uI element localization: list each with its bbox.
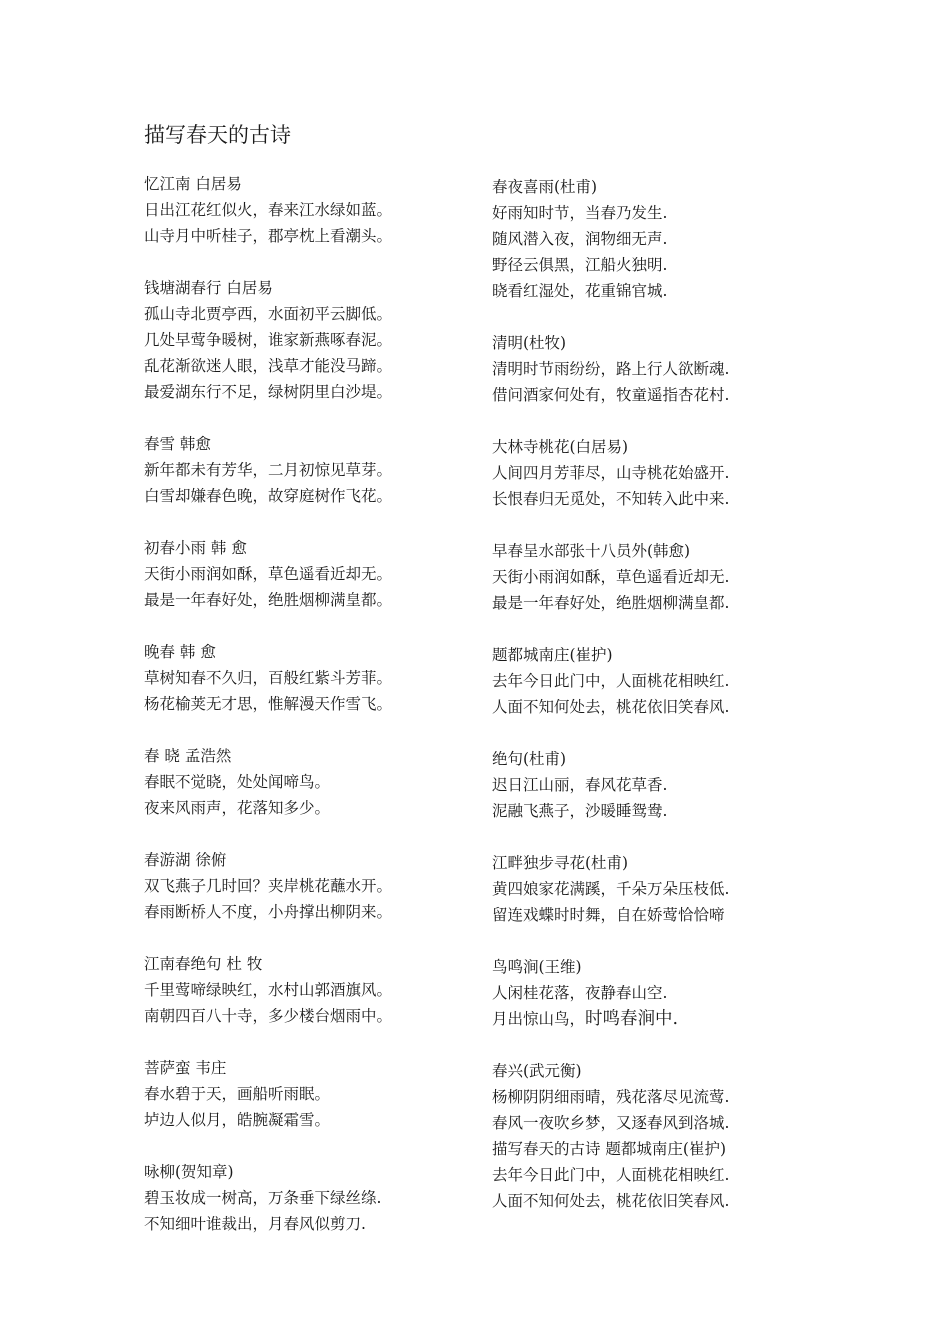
poem-line: 人面不知何处去，桃花依旧笑春风. — [492, 698, 730, 716]
poem-title: 钱塘湖春行 白居易 — [144, 279, 273, 297]
right-column — [492, 174, 822, 1240]
poem — [144, 951, 474, 1029]
poem — [492, 954, 822, 1032]
poem-line: 千里莺啼绿映红，水村山郭酒旗风。 — [144, 981, 393, 999]
poem-line: 晓看红湿处，花重锦官城. — [492, 282, 668, 300]
poem — [492, 174, 822, 304]
poem — [144, 275, 474, 405]
poem-line: 借问酒家何处有，牧童遥指杏花村. — [492, 386, 730, 404]
poem-title: 初春小雨 韩 愈 — [144, 539, 247, 557]
poem-line: 春风一夜吹乡梦，又逐春风到洛城. — [492, 1114, 730, 1132]
poem-line: 清明时节雨纷纷，路上行人欲断魂. — [492, 360, 730, 378]
poem-line: 野径云俱黑，江船火独明. — [492, 256, 668, 274]
poem — [144, 743, 474, 821]
poem — [492, 642, 822, 720]
poem-title: 春兴(武元衡) — [492, 1062, 582, 1080]
poem-line: 人闲桂花落，夜静春山空. — [492, 984, 668, 1002]
poem-line: 南朝四百八十寺，多少楼台烟雨中。 — [144, 1007, 393, 1025]
poem-line: 长恨春归无觅处，不知转入此中来. — [492, 490, 730, 508]
poem — [492, 746, 822, 824]
poem-line: 留连戏蝶时时舞，自在娇莺恰恰啼 — [492, 906, 725, 924]
poem-line: 春眠不觉晓，处处闻啼鸟。 — [144, 773, 331, 791]
poem-title: 咏柳(贺知章) — [144, 1163, 234, 1181]
poem-title: 江畔独步寻花(杜甫) — [492, 854, 629, 872]
poem-title: 忆江南 白居易 — [144, 175, 242, 193]
poem-line: 最是一年春好处，绝胜烟柳满皇都。 — [144, 591, 393, 609]
poem-line: 垆边人似月，皓腕凝霜雪。 — [144, 1111, 331, 1129]
poem-line: 夜来风雨声，花落知多少。 — [144, 799, 331, 817]
poem-line — [492, 1006, 822, 1032]
poem-line: 最是一年春好处，绝胜烟柳满皇都. — [492, 594, 730, 612]
poem-line: 杨柳阴阴细雨晴，残花落尽见流莺. — [492, 1088, 730, 1106]
poem — [144, 1055, 474, 1133]
poem — [492, 330, 822, 408]
poem-title: 江南春绝句 杜 牧 — [144, 955, 263, 973]
poem-title: 大林寺桃花(白居易) — [492, 438, 629, 456]
poem-line: 去年今日此门中，人面桃花相映红. — [492, 1166, 730, 1184]
poem-line: 双飞燕子几时回？夹岸桃花蘸水开。 — [144, 877, 393, 895]
poem — [144, 639, 474, 717]
poem — [144, 535, 474, 613]
poem — [144, 1159, 474, 1237]
poem-title: 春雪 韩愈 — [144, 435, 211, 453]
poem-line: 杨花榆荚无才思，惟解漫天作雪飞。 — [144, 695, 393, 713]
poem-title: 菩萨蛮 韦庄 — [144, 1059, 227, 1077]
poem-line: 人间四月芳菲尽，山寺桃花始盛开. — [492, 464, 730, 482]
poem-line: 最爱湖东行不足，绿树阴里白沙堤。 — [144, 383, 393, 401]
poem-title: 早春呈水部张十八员外(韩愈) — [492, 542, 691, 560]
poem-line: 好雨知时节，当春乃发生. — [492, 204, 668, 222]
poem-line: 草树知春不久归，百般红紫斗芳菲。 — [144, 669, 393, 687]
poem-line: 泥融飞燕子，沙暖睡鸳鸯. — [492, 802, 668, 820]
poem-line: 天街小雨润如酥，草色遥看近却无. — [492, 568, 730, 586]
poem-line: 春水碧于天，画船听雨眠。 — [144, 1085, 331, 1103]
poem-line: 山寺月中听桂子，郡亭枕上看潮头。 — [144, 227, 393, 245]
poem-title: 清明(杜牧) — [492, 334, 567, 352]
page-title: 描写春天的古诗 — [144, 123, 291, 147]
poem-title: 春 晓 孟浩然 — [144, 747, 232, 765]
poem-line: 人面不知何处去，桃花依旧笑春风. — [492, 1192, 730, 1210]
poem — [492, 434, 822, 512]
poem — [144, 431, 474, 509]
poem-line: 孤山寺北贾亭西，水面初平云脚低。 — [144, 305, 393, 323]
poem-line-part-large: 时鸣春涧中. — [585, 1009, 679, 1029]
poem-line: 碧玉妆成一树高，万条垂下绿丝绦. — [144, 1189, 382, 1207]
poem-title: 绝句(杜甫) — [492, 750, 567, 768]
poem-line: 白雪却嫌春色晚，故穿庭树作飞花。 — [144, 487, 393, 505]
poem-line: 日出江花红似火，春来江水绿如蓝。 — [144, 201, 393, 219]
poem-title: 题都城南庄(崔护) — [492, 646, 613, 664]
poem-line: 乱花渐欲迷人眼，浅草才能没马蹄。 — [144, 357, 393, 375]
poem-line: 描写春天的古诗 题都城南庄(崔护) — [492, 1140, 727, 1158]
poem-line: 几处早莺争暖树，谁家新燕啄春泥。 — [144, 331, 393, 349]
poem-line-part: 月出惊山鸟， — [492, 1010, 586, 1028]
poem-title: 春夜喜雨(杜甫) — [492, 178, 598, 196]
poem-line: 天街小雨润如酥，草色遥看近却无。 — [144, 565, 393, 583]
poem-line: 春雨断桥人不度，小舟撑出柳阴来。 — [144, 903, 393, 921]
poem-title: 鸟鸣涧(王维) — [492, 958, 582, 976]
poem — [492, 1058, 822, 1214]
poem-line: 不知细叶谁裁出，月春风似剪刀. — [144, 1215, 366, 1233]
left-column — [144, 171, 474, 1263]
poem-line: 迟日江山丽，春风花草香. — [492, 776, 668, 794]
poem — [144, 847, 474, 925]
poem — [492, 850, 822, 928]
poem — [144, 171, 474, 249]
poem-line: 黄四娘家花满蹊，千朵万朵压枝低. — [492, 880, 730, 898]
poem-line: 新年都未有芳华，二月初惊见草芽。 — [144, 461, 393, 479]
poem — [492, 538, 822, 616]
poem-line: 去年今日此门中，人面桃花相映红. — [492, 672, 730, 690]
poem-title: 晚春 韩 愈 — [144, 643, 216, 661]
poem-title: 春游湖 徐俯 — [144, 851, 227, 869]
poem-line: 随风潜入夜，润物细无声. — [492, 230, 668, 248]
